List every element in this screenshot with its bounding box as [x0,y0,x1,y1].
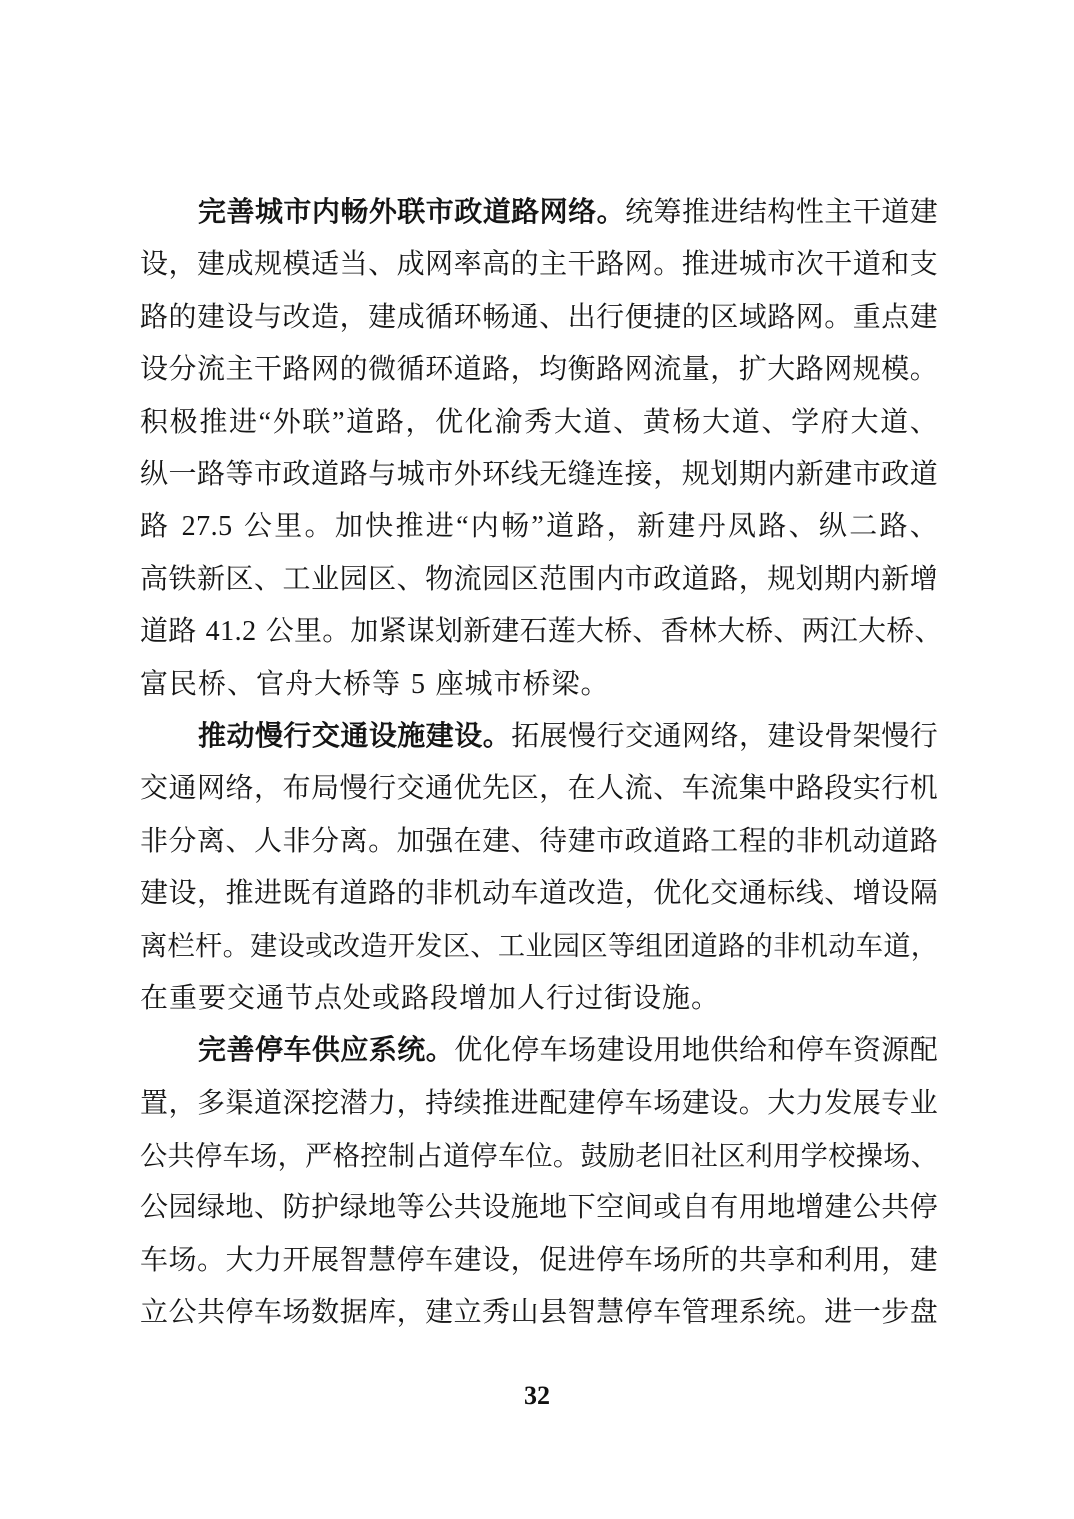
body-text: 车场。大力开展智慧停车建设，促进停车场所的共享和利用，建 [140,1244,938,1276]
paragraph-road-network [140,187,943,711]
numeric-text: 5 [411,668,426,700]
text-line [140,1130,938,1182]
body-text: 离栏杆。建设或改造开发区、工业园区等组团道路的非机动车道， [140,931,938,962]
body-text: 交通网络，布局慢行交通优先区，在人流、车流集中路段实行机 [140,773,938,805]
paragraph-heading: 完善停车供应系统。 [198,1035,455,1067]
numeric-text: 27.5 [181,511,233,543]
text-line [140,606,943,658]
body-text: 公里。加紧谋划新建石莲大桥、香林大桥、两江大桥、 [258,616,943,648]
body-text: 富民桥、官舟大桥等 [140,668,410,700]
body-text: 立公共停车场数据库，建立秀山县智慧停车管理系统。进一步盘 [140,1297,938,1329]
body-text: 纵一路等市政道路与城市外环线无缝连接，规划期内新建市政道 [140,458,938,490]
body-text: 建设，推进既有道路的非机动车道改造，优化交通标线、增设隔 [140,878,938,910]
text-line [140,1078,938,1130]
body-text: 路的建设与改造，建成循环畅通、出行便捷的区域路网。重点建 [140,301,938,333]
text-line [140,659,938,711]
numeric-text: 41.2 [205,616,257,648]
text-line [140,920,938,972]
body-text: 统筹推进结构性主干道建 [625,197,938,228]
text-line [140,397,938,449]
paragraph-heading: 推动慢行交通设施建设。 [198,720,512,752]
body-text: 高铁新区、工业园区、物流园区范围内市政道路，规划期内新增 [140,563,938,595]
text-line [140,1235,938,1287]
text-line [140,1287,938,1339]
text-line [140,868,938,920]
text-line [140,973,938,1025]
text-line [140,554,938,606]
body-text: 路 [140,511,180,543]
body-text: 拓展慢行交通网络，建设骨架慢行 [511,720,938,752]
text-line [140,501,938,553]
text-line [140,711,938,763]
body-text: 公共停车场，严格控制占道停车位。鼓励老旧社区利用学校操场、 [140,1141,938,1172]
page-footer [0,1381,1074,1411]
body-text: 设，建成规模适当、成网率高的主干路网。推进城市次干道和支 [140,249,938,281]
body-text: 置，多渠道深挖潜力，持续推进配建停车场建设。大力发展专业 [140,1087,938,1119]
document-body [140,187,943,1340]
text-line [140,1182,938,1234]
body-text: 公里。加快推进“内畅”道路，新建丹凤路、纵二路、 [234,511,939,543]
body-text: 设分流主干路网的微循环道路，均衡路网流量，扩大路网规模。 [140,354,938,386]
text-line [140,292,938,344]
body-text: 公园绿地、防护绿地等公共设施地下空间或自有用地增建公共停 [140,1192,938,1224]
page-number: 32 [524,1381,550,1410]
body-text: 道路 [140,616,204,648]
paragraph-parking-supply [140,1025,938,1339]
text-line [140,763,938,815]
body-text: 积极推进“外联”道路，优化渝秀大道、黄杨大道、学府大道、 [140,406,938,438]
text-line [140,187,938,239]
text-line [140,239,938,291]
paragraph-slow-traffic [140,711,938,1025]
text-line [140,1025,938,1077]
text-line [140,816,938,868]
body-text: 优化停车场建设用地供给和停车资源配 [454,1035,938,1067]
body-text: 在重要交通节点处或路段增加人行过街设施。 [140,982,721,1014]
text-line [140,344,938,396]
paragraph-heading: 完善城市内畅外联市政道路网络。 [198,197,626,228]
body-text: 非分离、人非分离。加强在建、待建市政道路工程的非机动道路 [140,825,938,857]
text-line [140,449,938,501]
body-text: 座城市桥梁。 [427,668,610,700]
